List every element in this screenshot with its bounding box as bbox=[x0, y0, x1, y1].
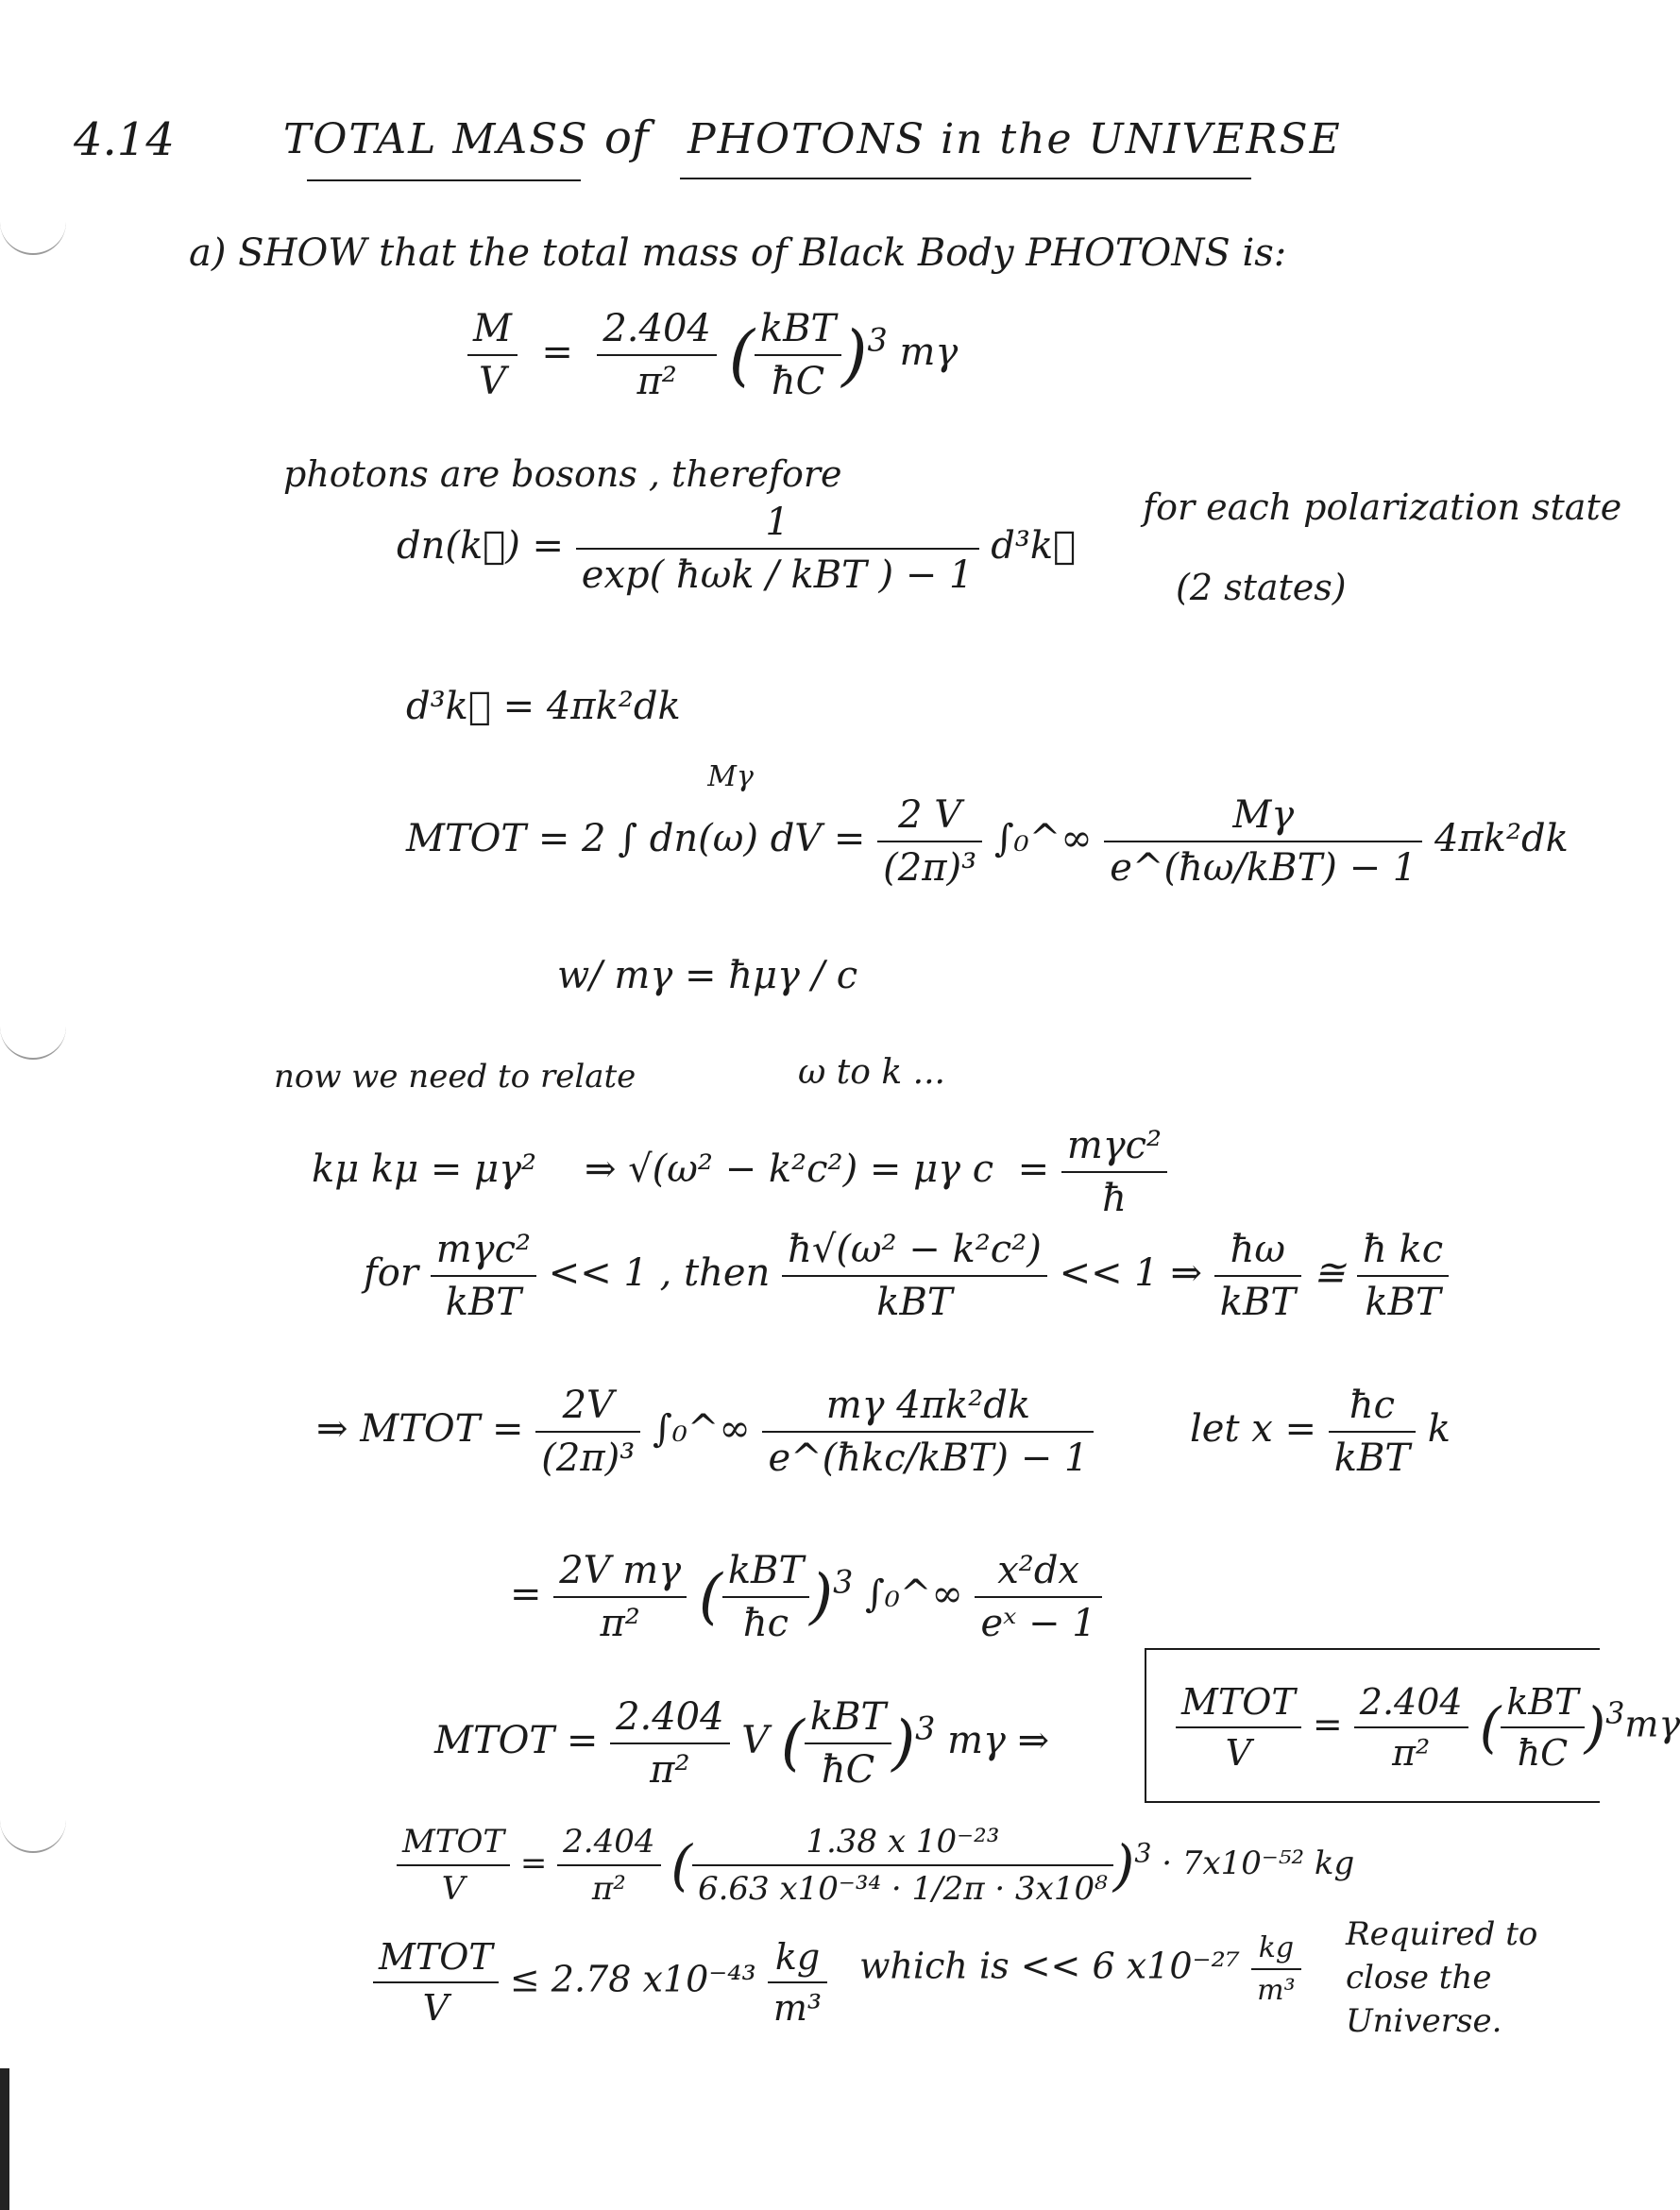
equals-sign: = bbox=[1017, 1148, 1050, 1191]
with-mgamma: w/ mγ = ħμγ / c bbox=[557, 954, 858, 997]
title-underline-right bbox=[680, 178, 1251, 179]
sqrt-eq: ⇒ √(ω² − k²c²) = μγ c bbox=[584, 1148, 994, 1191]
cond-den: kBT bbox=[431, 1275, 536, 1324]
result-lhs-den: V bbox=[373, 1981, 499, 2029]
then-num: ħ√(ω² − k²c²) bbox=[788, 1228, 1042, 1271]
boxed-inner-den: ħC bbox=[1501, 1726, 1584, 1774]
title-underline-left bbox=[307, 179, 581, 181]
mgc2-den: ħ bbox=[1061, 1171, 1167, 1220]
step1-lhs: ⇒ MTOT = bbox=[316, 1407, 524, 1451]
step1-int-den: e^(ħkc/kBT) − 1 bbox=[762, 1431, 1094, 1480]
let-den: kBT bbox=[1329, 1431, 1416, 1480]
part-a-prompt: a) SHOW that the total mass of Black Body PHOTONS is: bbox=[189, 231, 1287, 275]
step3-den: π² bbox=[610, 1742, 730, 1792]
calc-inner-num: 1.38 x 10⁻²³ bbox=[806, 1823, 1000, 1861]
problem-number: 4.14 bbox=[74, 113, 175, 166]
calc-lhs-num: MTOT bbox=[402, 1823, 505, 1861]
which-text: which is << 6 x10⁻²⁷ bbox=[859, 1945, 1241, 1987]
let-num: ħc bbox=[1349, 1384, 1395, 1427]
calc-inner-den: 6.63 x10⁻³⁴ · 1/2π · 3x10⁸ bbox=[692, 1864, 1113, 1908]
approx-a-num: ħω bbox=[1230, 1228, 1286, 1271]
approx-a-den: kBT bbox=[1214, 1275, 1301, 1324]
mtot-equation bbox=[406, 760, 1569, 890]
title-of: of bbox=[604, 111, 649, 164]
step2-int: ∫₀^∞ bbox=[865, 1572, 963, 1616]
boxed-num: MTOT bbox=[1181, 1681, 1296, 1723]
bosons-line: photons are bosons , therefore bbox=[283, 453, 842, 495]
w-to-k-text: ω to k ... bbox=[798, 1053, 945, 1092]
kmu-eq: kμ kμ = μγ² bbox=[312, 1148, 537, 1191]
boxed-result: $\frac{\text{MTOT}}{V}$ = $\frac{2.404}{\text{π²}}$ ( $\frac{\text{kBT}}{ħC}$ )$^3$mγ bbox=[1176, 1681, 1680, 1774]
step3-line: MTOT = $\frac{2.404}{\text{π²}}$ V ( $\frac{\text{kBT}}{ħC}$ )$^3$ mγ ⇒ bbox=[434, 1695, 1050, 1792]
target-equation: $\frac{M}{V}$ = $\frac{2.404}{\text{π²}}$ ( $\frac{\text{kBT}}{ħC}$ )$^3$ mγ bbox=[467, 307, 958, 403]
calc-eq: = bbox=[519, 1844, 548, 1882]
then-tail: << 1 ⇒ bbox=[1059, 1251, 1202, 1295]
step2-inner-num: kBT bbox=[727, 1549, 805, 1592]
target-inner-den: ħC bbox=[755, 354, 841, 403]
step1-line bbox=[316, 1384, 1094, 1480]
states-note: (2 states) bbox=[1176, 567, 1347, 608]
which-unit-num: kg bbox=[1258, 1931, 1295, 1964]
punch-hole-middle bbox=[0, 1020, 66, 1060]
step2-int-den: eˣ − 1 bbox=[975, 1596, 1101, 1645]
mtot-int: ∫₀^∞ bbox=[993, 817, 1093, 860]
step2-line: = $\frac{\text{2V mγ}}{\text{π²}}$ ( $\frac{\text{kBT}}{ħc}$ )$^3$ ∫₀^∞ $\frac{\text{x²dx}}{\text{eˣ − 1}}$ bbox=[510, 1549, 1102, 1645]
step2-num: 2V mγ bbox=[559, 1549, 682, 1592]
step2-inner-den: ħc bbox=[722, 1596, 809, 1645]
mtot-mid: ∫ dn(ω) dV = bbox=[618, 817, 866, 860]
comparison-line bbox=[859, 1931, 1301, 2007]
then-den: kBT bbox=[782, 1275, 1047, 1324]
calc-lhs-den: V bbox=[397, 1864, 510, 1908]
step1-den: (2π)³ bbox=[535, 1431, 640, 1480]
mtot-lhs: MTOT = 2 bbox=[406, 817, 606, 860]
step3-mid: V bbox=[741, 1719, 770, 1762]
boxed-eq: = bbox=[1312, 1703, 1343, 1745]
scan-edge-mark bbox=[0, 2068, 9, 2210]
now-relate-text: now we need to relate bbox=[274, 1058, 636, 1096]
step2-den: π² bbox=[553, 1596, 687, 1645]
mtot-rhs-num: 2 V bbox=[898, 793, 962, 837]
step1-num: 2V bbox=[562, 1384, 614, 1427]
dn-equation bbox=[397, 501, 1076, 597]
title-photons-universe: PHOTONS in the UNIVERSE bbox=[687, 115, 1342, 163]
four-momentum-line bbox=[312, 1124, 1167, 1220]
step3-inner-den: ħC bbox=[805, 1742, 891, 1792]
target-lhs-den: V bbox=[467, 354, 518, 403]
result-line bbox=[373, 1936, 827, 2029]
dn-num: 1 bbox=[765, 501, 789, 544]
numeric-calc-line: $\frac{\text{MTOT}}{V}$ = $\frac{2.404}{\text{π²}}$ ( $\frac{\text{1.38 x 10⁻²³}}{\text{6.63 x10⁻³⁴ · 1/2π · 3x10⁸}}$ )$^3$ · 7x10⁻⁵² kg bbox=[397, 1823, 1354, 1908]
title-total-mass: TOTAL MASS bbox=[283, 115, 589, 163]
result-lhs-num: MTOT bbox=[379, 1936, 493, 1978]
punch-hole-top bbox=[0, 215, 66, 255]
target-power: 3 bbox=[867, 321, 888, 359]
step1-int-num: mγ 4πk²dk bbox=[825, 1384, 1031, 1427]
dn-den: exp( ħωk / kBT ) − 1 bbox=[576, 548, 979, 597]
cond-num: mγc² bbox=[435, 1228, 532, 1271]
mtot-int-num: Mγ bbox=[1232, 793, 1295, 837]
target-coef-num: 2.404 bbox=[602, 307, 711, 350]
step1-int: ∫₀^∞ bbox=[653, 1407, 751, 1451]
step3-tail: mγ ⇒ bbox=[947, 1719, 1050, 1762]
mgc2-num: mγc² bbox=[1066, 1124, 1162, 1167]
step3-lhs: MTOT = bbox=[434, 1719, 599, 1762]
d3k-equation: d³k⃗ = 4πk²dk bbox=[406, 685, 681, 728]
boxed-tail: mγ bbox=[1624, 1703, 1680, 1745]
let-word: let x = bbox=[1190, 1407, 1317, 1451]
calc-coef-num: 2.404 bbox=[563, 1823, 655, 1861]
calc-tail: · 7x10⁻⁵² kg bbox=[1162, 1844, 1355, 1882]
let-tail: k bbox=[1427, 1407, 1451, 1451]
required-note: Required to close the Universe. bbox=[1346, 1915, 1538, 2040]
for-word: for bbox=[364, 1251, 419, 1295]
calc-coef-den: π² bbox=[557, 1864, 660, 1908]
result-unit-num: kg bbox=[774, 1936, 821, 1978]
condition-line bbox=[364, 1228, 1449, 1324]
target-tail: mγ bbox=[899, 331, 959, 374]
approx-sym: ≅ bbox=[1313, 1251, 1346, 1295]
dn-lhs: dn(k⃗) = bbox=[397, 524, 565, 568]
target-inner-num: kBT bbox=[759, 307, 837, 350]
result-rel: ≤ 2.78 x10⁻⁴³ bbox=[509, 1958, 756, 2000]
target-coef-den: π² bbox=[597, 354, 717, 403]
step2-int-num: x²dx bbox=[997, 1549, 1079, 1592]
boxed-coef-den: π² bbox=[1354, 1726, 1468, 1774]
result-unit-den: m³ bbox=[768, 1981, 827, 2029]
punch-hole-bottom bbox=[0, 1813, 66, 1853]
which-unit-den: m³ bbox=[1251, 1968, 1300, 2007]
approx-b-num: ħ kc bbox=[1362, 1228, 1444, 1271]
mtot-rhs-den: (2π)³ bbox=[877, 841, 982, 890]
mtot-int-den: e^(ħω/kBT) − 1 bbox=[1104, 841, 1422, 890]
boxed-den: V bbox=[1176, 1726, 1301, 1774]
boxed-inner-num: kBT bbox=[1506, 1681, 1579, 1723]
substitution-line bbox=[1190, 1384, 1451, 1480]
step2-eq: = bbox=[510, 1572, 542, 1616]
step3-num: 2.404 bbox=[616, 1695, 724, 1739]
polarization-note: for each polarization state bbox=[1143, 486, 1622, 528]
target-lhs-num: M bbox=[473, 307, 512, 350]
mtot-mid-sup: Mγ bbox=[707, 760, 754, 793]
approx-b-den: kBT bbox=[1357, 1275, 1449, 1324]
mtot-tail: 4πk²dk bbox=[1434, 817, 1569, 860]
cond-tail: << 1 , then bbox=[548, 1251, 771, 1295]
dn-tail: d³k⃗ bbox=[991, 524, 1077, 568]
step3-inner-num: kBT bbox=[809, 1695, 887, 1739]
boxed-coef-num: 2.404 bbox=[1359, 1681, 1463, 1723]
